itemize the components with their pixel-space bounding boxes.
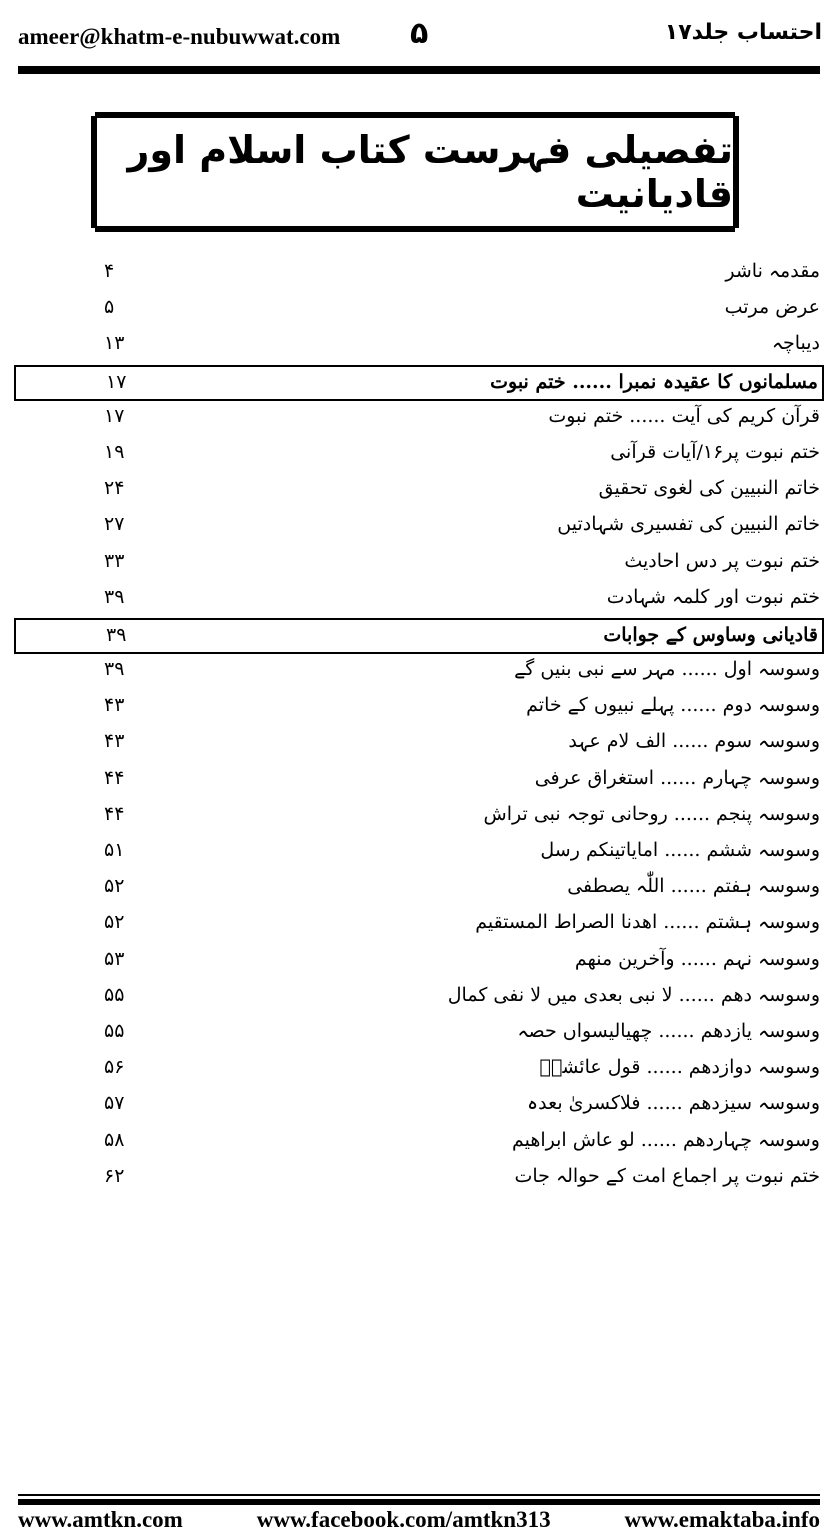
toc-entry-title: وسوسہ دوازدھم ...... قول عائشہؓ [539,1056,820,1079]
toc-entry-title: عرض مرتب [724,296,820,319]
toc-entry-title: ختم نبوت اور کلمہ شہادت [606,585,820,608]
toc-entry-title: قادیانی وساوس کے جوابات [603,623,818,646]
toc-page-number: ۳۹ [104,658,125,681]
toc-entry-title: مسلمانوں کا عقیدہ نمبرا ...... ختم نبوت [490,370,818,393]
toc-row[interactable] [14,907,824,943]
toc-row[interactable] [14,582,824,618]
toc-page-number: ۶۲ [104,1164,125,1187]
toc-entry-title: وسوسہ دوم ...... پہلے نبیوں کے خاتم [526,694,820,717]
toc-page-number: ۵۳ [104,947,125,970]
toc-page-number: ۵۵ [104,983,125,1006]
toc-row[interactable] [14,328,824,364]
toc-page-number: ۱۳ [104,332,125,355]
footer-link-emaktaba[interactable]: www.emaktaba.info [624,1507,820,1532]
toc-entry-title: ختم نبوت پر دس احادیث [624,549,820,572]
toc-page-number: ۳۹ [104,585,125,608]
toc-page-number: ۴ [104,260,115,282]
header-page-number: ۵ [410,16,429,51]
toc-page-number: ۱۹ [104,440,125,463]
toc-row[interactable] [14,980,824,1016]
toc-page-number: ۱۷ [106,370,127,393]
toc-page-number: ۵۲ [104,875,125,898]
page-footer [18,1506,820,1534]
toc-entry-title: وسوسہ نہم ...... وآخرین منھم [574,947,820,970]
toc-row[interactable] [14,1088,824,1124]
toc-entry-title: وسوسہ دھم ...... لا نبی بعدی میں لا نفی کمال [447,983,820,1006]
toc-page-number: ۴۴ [104,766,125,789]
toc-entry-title: مقدمہ ناشر [725,260,820,282]
title-box [95,116,735,228]
page-title: تفصیلی فہرست کتاب اسلام اور قادیانیت [127,128,733,216]
toc-page-number: ۳۳ [104,549,125,572]
header-divider [18,66,820,74]
toc-entry-title: خاتم النبیین کی تفسیری شہادتیں [557,513,820,536]
toc-page-number: ۳۹ [106,623,127,646]
toc-page-number: ۵۶ [104,1056,125,1079]
page-header [18,14,822,60]
toc-page-number: ۵۷ [104,1092,125,1115]
toc-section-heading[interactable] [14,618,824,654]
toc-row[interactable] [14,437,824,473]
toc-section-heading[interactable] [14,365,824,401]
toc-row[interactable] [14,546,824,582]
toc-page-number: ۵۵ [104,1019,125,1042]
toc-page-number: ۵۱ [104,839,125,861]
toc-row[interactable] [14,871,824,907]
toc-row[interactable] [14,1052,824,1088]
toc-entry-title: وسوسہ ششم ...... امایاتینکم رسل [540,839,820,861]
toc-page-number: ۵۲ [104,911,125,934]
toc-row[interactable] [14,726,824,762]
toc-entry-title: وسوسہ ہشتم ...... اھدنا الصراط المستقیم [475,911,820,934]
toc-row[interactable] [14,401,824,437]
toc-page-number: ۱۷ [104,404,125,427]
footer-link-amtkn[interactable]: www.amtkn.com [18,1507,183,1532]
toc-entry-title: وسوسہ سیزدھم ...... فلاکسریٰ بعدہ [527,1092,820,1115]
toc-entry-title: وسوسہ چہارم ...... استغراق عرفی [534,766,820,789]
toc-row[interactable] [14,1161,824,1197]
footer-link-facebook[interactable]: www.facebook.com/amtkn313 [256,1507,551,1532]
toc-row[interactable] [14,944,824,980]
toc-page-number: ۵۸ [104,1128,125,1151]
header-volume-title: احتساب جلد۱۷ [664,20,822,45]
toc-entry-title: ختم نبوت پر۱۶/آیات قرآنی [610,440,820,463]
toc-page-number: ۴۳ [104,730,125,753]
toc-entry-title: دیباچہ [771,332,820,355]
toc-entry-title: قرآن کریم کی آیت ...... ختم نبوت [548,404,820,427]
toc-entry-title: وسوسہ سوم ...... الف لام عہد [568,730,820,753]
toc-page-number: ۴۳ [104,694,125,717]
toc-entry-title: ختم نبوت پر اجماع امت کے حوالہ جات [514,1164,820,1187]
footer-divider [18,1494,820,1505]
toc-row[interactable] [14,654,824,690]
toc-entry-title: وسوسہ یازدھم ...... چھیالیسواں حصہ [517,1019,820,1042]
toc-row[interactable] [14,1016,824,1052]
toc-row[interactable] [14,799,824,835]
toc-page-number: ۲۷ [104,513,125,536]
table-of-contents [14,256,824,1197]
toc-entry-title: وسوسہ اول ...... مہر سے نبی بنیں گے [514,658,820,681]
toc-row[interactable] [14,292,824,328]
toc-page-number: ۴۴ [104,802,125,825]
toc-row[interactable] [14,509,824,545]
header-email: ameer@khatm-e-nubuwwat.com [18,24,341,49]
toc-entry-title: وسوسہ پنجم ...... روحانی توجہ نبی تراش [483,802,820,825]
toc-row[interactable] [14,473,824,509]
toc-row[interactable] [14,690,824,726]
toc-entry-title: وسوسہ ہفتم ...... اللّٰہ یصطفی [567,875,820,898]
toc-entry-title: خاتم النبیین کی لغوی تحقیق [598,477,820,500]
toc-row[interactable] [14,256,824,292]
toc-page-number: ۵ [104,296,115,319]
toc-page-number: ۲۴ [104,477,125,500]
toc-row[interactable] [14,763,824,799]
toc-entry-title: وسوسہ چہاردھم ...... لو عاش ابراھیم [511,1128,820,1151]
toc-row[interactable] [14,835,824,871]
toc-row[interactable] [14,1125,824,1161]
